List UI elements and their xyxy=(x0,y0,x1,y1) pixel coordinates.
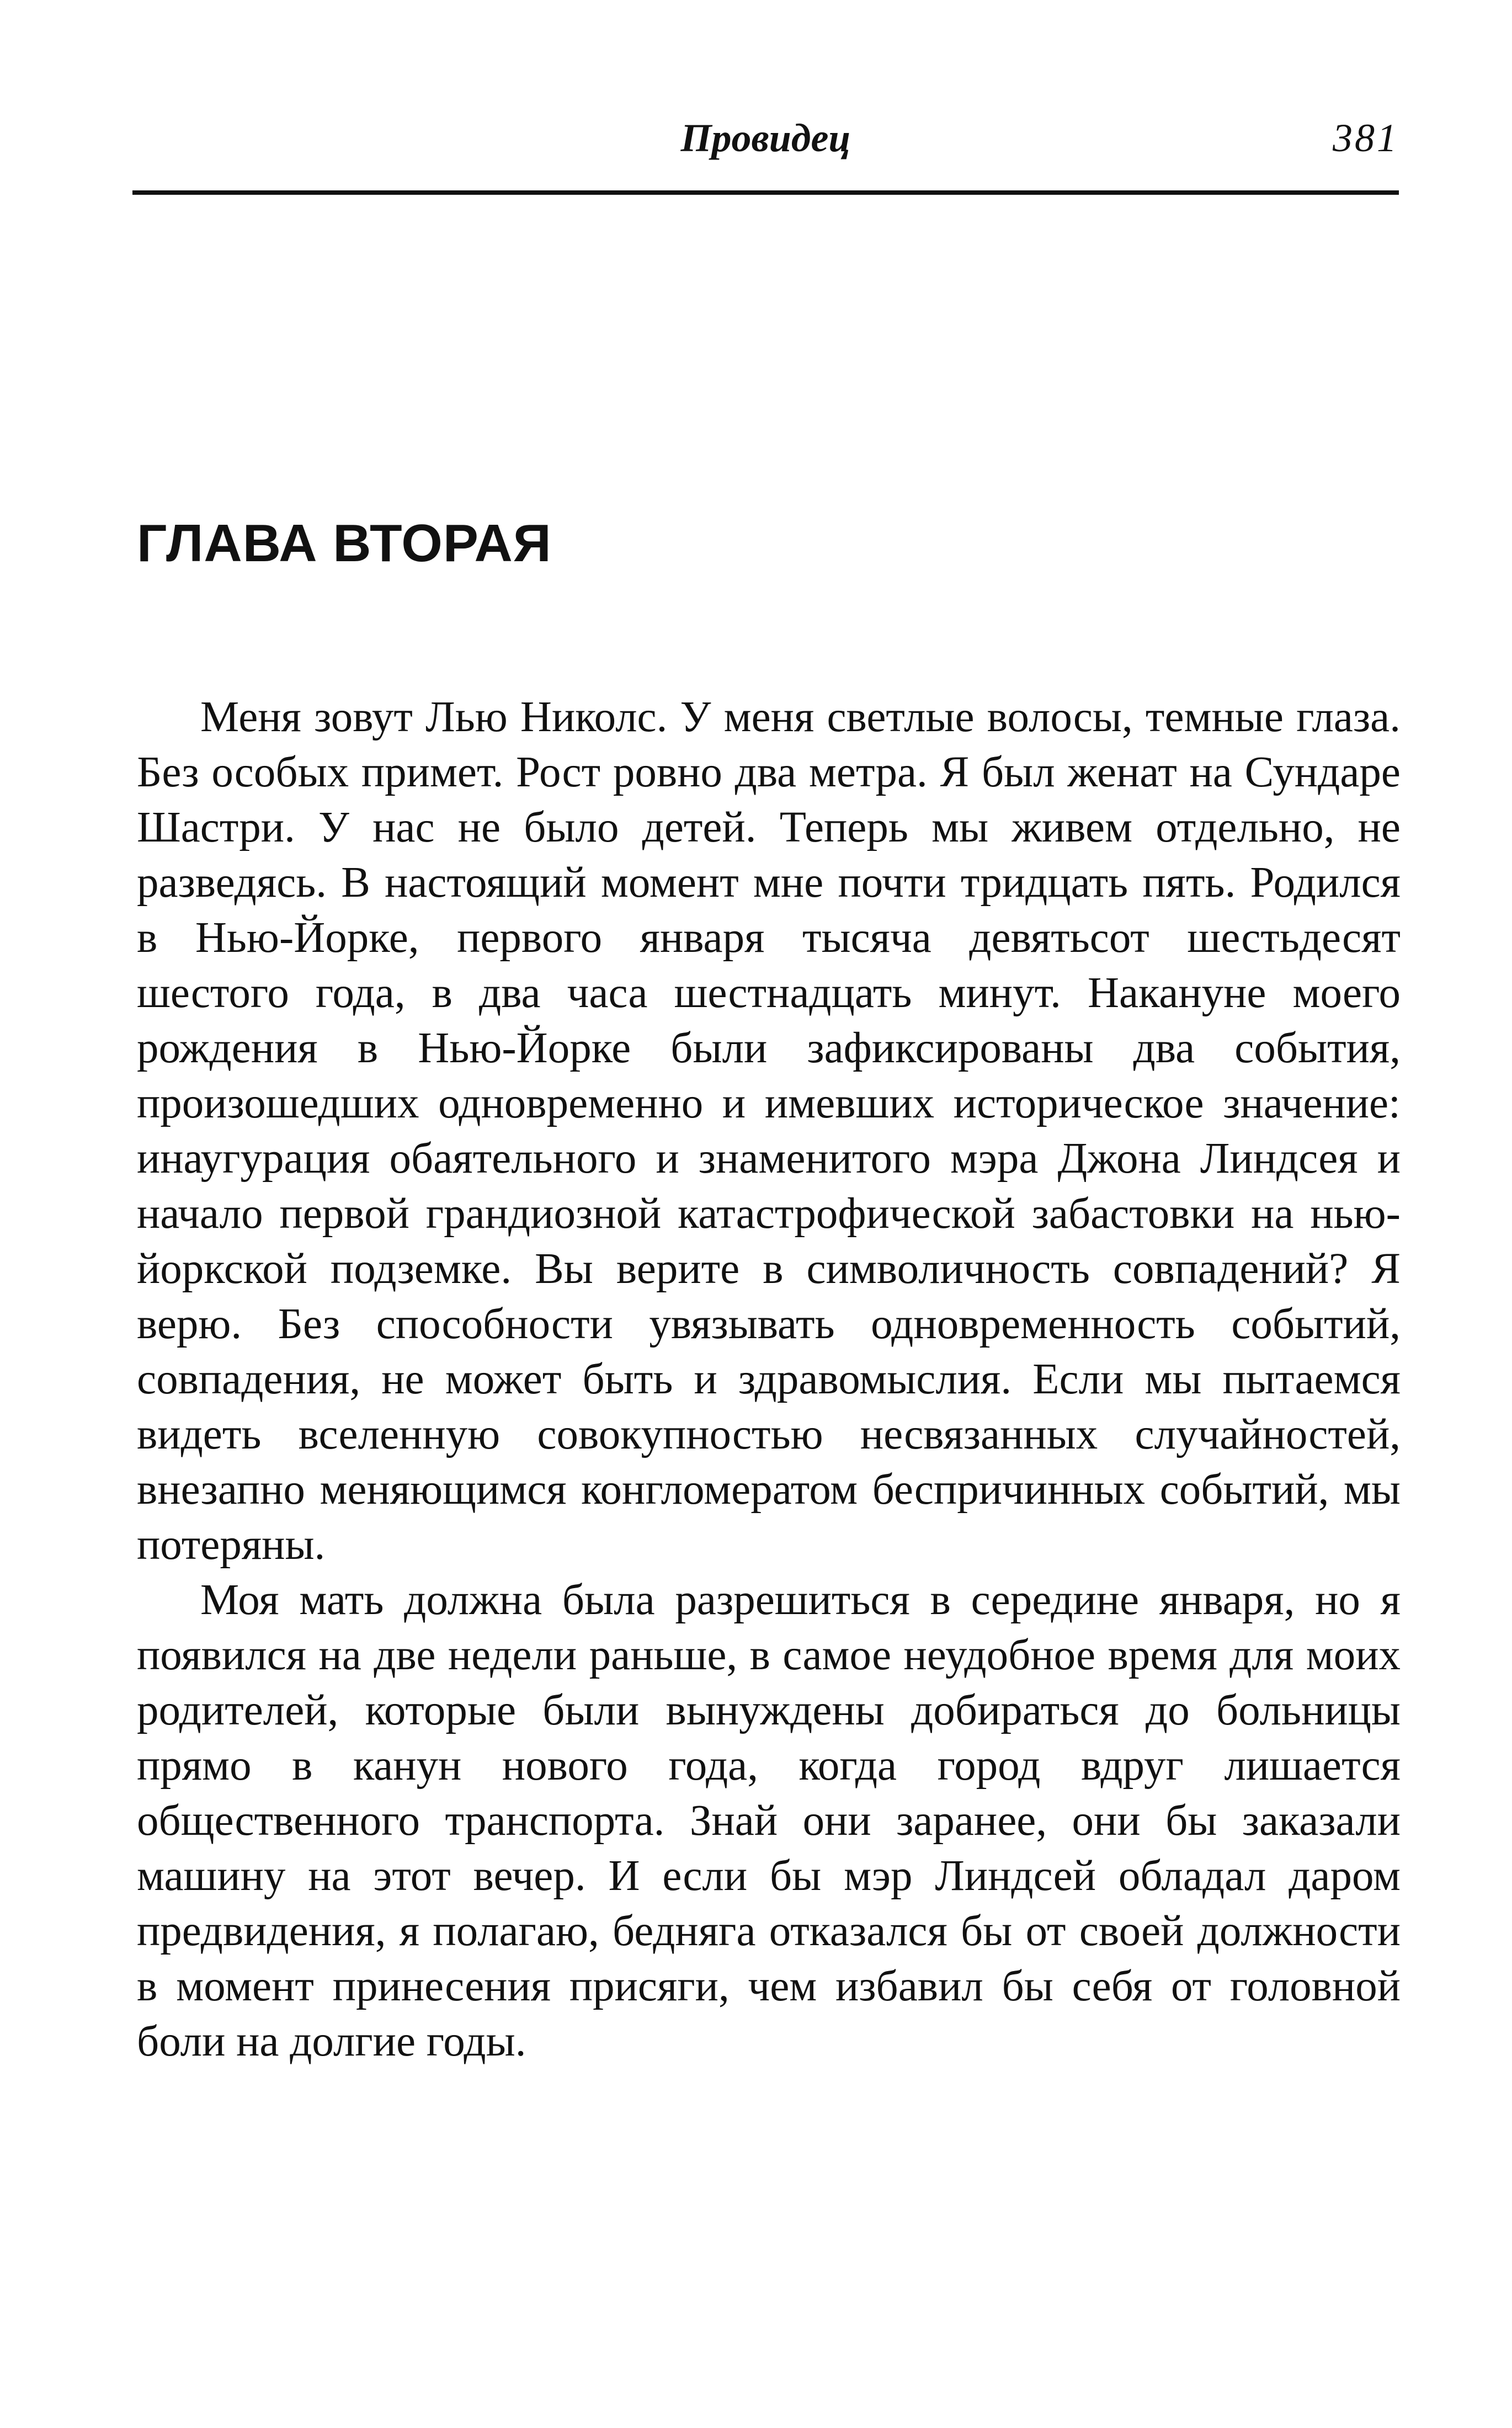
running-title: Провидец xyxy=(680,116,851,160)
paragraph-2: Моя мать должна была разрешиться в середине января, но я появился на две недели раньше, в самое неудобное время для моих родителей, которые были вынуждены добираться до больницы прямо в канун нового года, когда город вдруг лишается общественного транспорта. Знай они заранее, они бы заказали машину на этот вечер. И если бы мэр Линдсей обладал даром предвидения, я полагаю, бедняга отказался бы от своей должности в момент принесения присяги, чем избавил бы себя от головной боли на долгие годы. xyxy=(137,1576,1401,2065)
running-header xyxy=(132,110,1399,171)
header-rule xyxy=(132,190,1399,195)
body-text xyxy=(137,690,1401,2069)
page-number: 381 xyxy=(1333,116,1399,160)
paragraph-1: Меня зовут Лью Николс. У меня светлые волосы, темные глаза. Без особых примет. Рост ровно два метра. Я был женат на Сундаре Шастри. У нас не было детей. Теперь мы живем отдельно, не разведясь. В настоящий момент мне почти тридцать пять. Родился в Нью-Йорке, первого января тысяча девятьсот шестьдесят шестого года, в два часа шестнадцать минут. Накануне моего рождения в Нью-Йорке были зафиксированы два события, произошедших одновременно и имевших историческое значение: инаугурация обаятельного и знаменитого мэра Джона Линдсея и начало первой грандиозной катастрофической забастовки на нью-йоркской подземке. Вы верите в символичность совпадений? Я верю. Без способности увязывать одновременность событий, совпадения, не может быть и здравомыслия. Если мы пытаемся видеть вселенную совокупностью несвязанных случайностей, внезапно меняющимся конгломератом беспричинных событий, мы потеряны. xyxy=(137,693,1401,1569)
chapter-title: ГЛАВА ВТОРАЯ xyxy=(137,514,552,573)
